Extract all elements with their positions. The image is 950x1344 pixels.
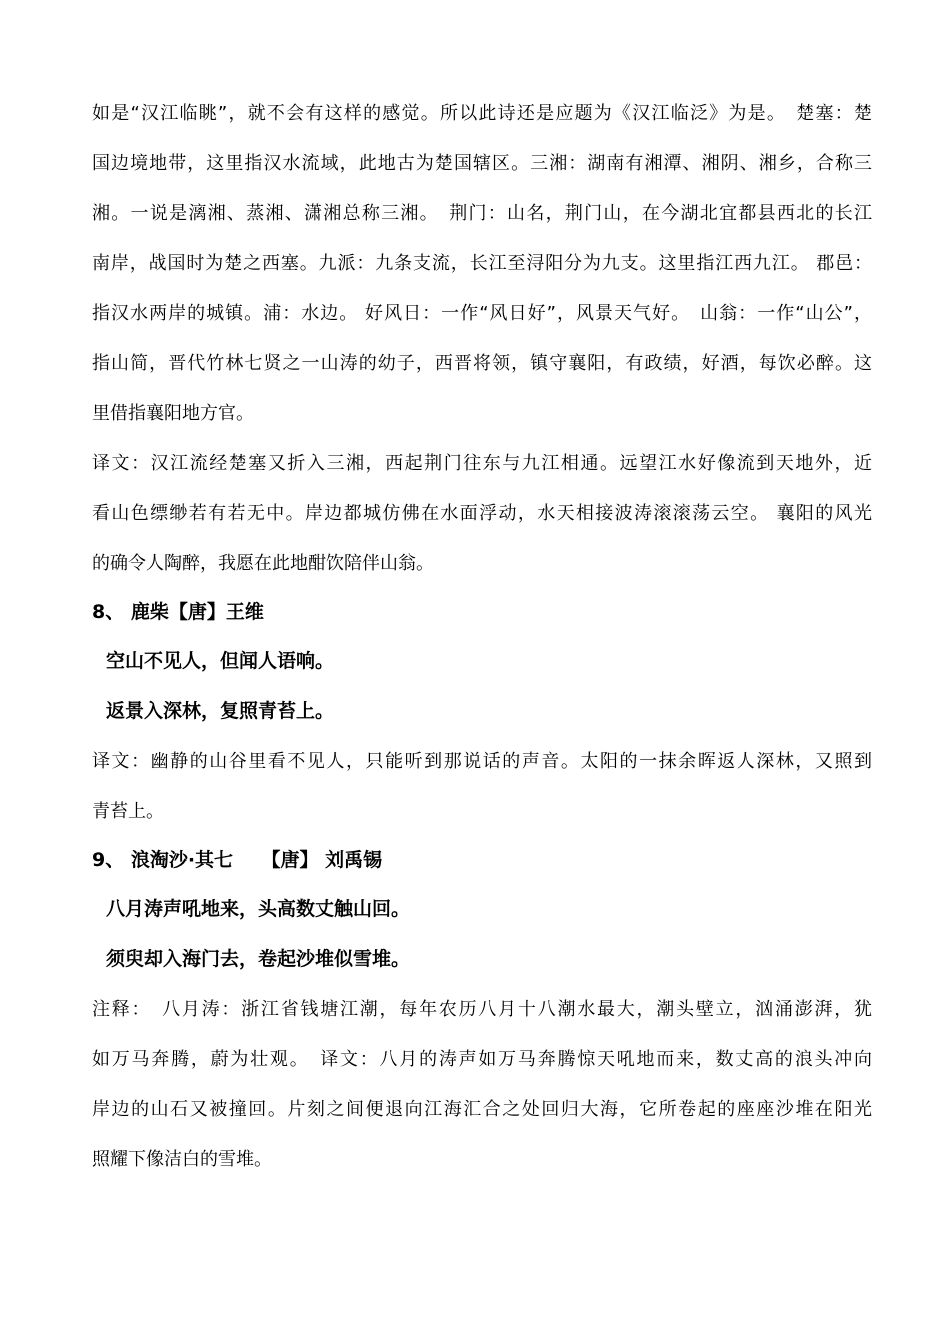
notes-line: 岸边的山石又被撞回。片刻之间便退向江海汇合之处回归大海，它所卷起的座座沙堆在阳光 [92,1099,872,1120]
notes-line: 如是“汉江临眺”，就不会有这样的感觉。所以此诗还是应题为《汉江临泛》为是。 楚塞：楚 [92,103,872,124]
translation-line: 译文：幽静的山谷里看不见人，只能听到那说话的声音。太阳的一抹余晖返人深林，又照到 [92,751,872,772]
translation-line: 青苔上。 [92,801,164,822]
translation-line: 看山色缥缈若有若无中。岸边都城仿佛在水面浮动，水天相接波涛滚滚荡云空。 襄阳的风光 [92,503,872,524]
poem-verse: 须臾却入海门去，卷起沙堆似雪堆。 [106,948,411,970]
translation-line: 译文：汉江流经楚塞又折入三湘，西起荆门往东与九江相通。远望江水好像流到天地外，近 [92,453,872,474]
notes-line: 南岸，战国时为楚之西塞。九派：九条支流，长江至浔阳分为九支。这里指江西九江。 郡邑： [92,253,872,274]
notes-line: 湘。一说是漓湘、蒸湘、潇湘总称三湘。 荆门：山名，荆门山，在今湖北宜都县西北的长江 [92,203,872,224]
poem-heading-8: 8、 鹿柴【唐】王维 [92,601,264,623]
poem-heading-9: 9、 浪淘沙·其七 【唐】 刘禹锡 [92,849,383,871]
notes-line: 注释： 八月涛：浙江省钱塘江潮，每年农历八月十八潮水最大，潮头壁立，汹涌澎湃，犹 [92,999,872,1020]
notes-line: 照耀下像洁白的雪堆。 [92,1149,272,1170]
notes-line: 里借指襄阳地方官。 [92,403,254,424]
notes-line: 如万马奔腾，蔚为壮观。 译文：八月的涛声如万马奔腾惊天吼地而来，数丈高的浪头冲向 [92,1049,872,1070]
notes-line: 指汉水两岸的城镇。浦：水边。 好风日：一作“风日好”，风景天气好。 山翁：一作“山公”， [92,303,872,324]
poem-verse: 返景入深林，复照青苔上。 [106,700,335,722]
notes-line: 指山简，晋代竹林七贤之一山涛的幼子，西晋将领，镇守襄阳，有政绩，好酒，每饮必醉。这 [92,353,872,374]
notes-line: 国边境地带，这里指汉水流域，此地古为楚国辖区。三湘：湖南有湘潭、湘阴、湘乡，合称三 [92,153,872,174]
poem-verse: 八月涛声吼地来，头高数丈触山回。 [106,898,411,920]
translation-line: 的确令人陶醉，我愿在此地酣饮陪伴山翁。 [92,553,434,574]
poem-verse: 空山不见人，但闻人语响。 [106,650,335,672]
